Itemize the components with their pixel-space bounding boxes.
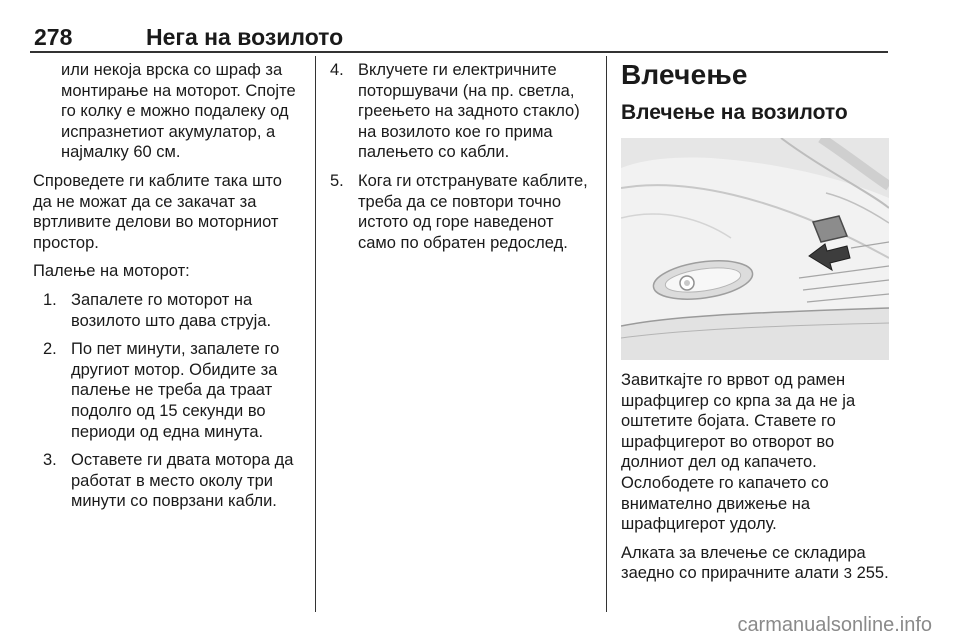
step-number: 2. xyxy=(43,340,57,359)
step-number: 1. xyxy=(43,290,57,309)
step-text: По пет минути, запалете го другиот мотор. Обидите за палење не треба да траат подолго од 15 секунди во периоди од една минута. xyxy=(71,340,280,441)
list-item xyxy=(330,171,596,253)
page-number: 278 xyxy=(34,24,73,50)
header-rule xyxy=(30,51,888,53)
section-subheading: Влечење на возилото xyxy=(621,101,848,124)
bumper-illustration-svg xyxy=(621,138,889,360)
list-item xyxy=(330,60,596,163)
column-1 xyxy=(33,60,303,520)
paragraph-continued: или некоја врска со шраф за монтирање на моторот. Спојте го колку е можно подалеку од испразнетиот акумулатор, а најмалку 60 см. xyxy=(61,61,296,162)
page-header xyxy=(30,18,888,52)
steps-list-1 xyxy=(33,290,303,512)
section-heading: Влечење xyxy=(621,59,748,90)
towing-eye-text: Алката за влечење се складира заедно со прирачните алати xyxy=(621,543,866,583)
step-text: Вклучете ги електричните поторшувачи (на пр. светла, греењето на задното стакло) на возилото кое го прима палењето со кабли. xyxy=(358,61,580,162)
step-number: 3. xyxy=(43,451,57,470)
page-reference[interactable]: 255. xyxy=(856,564,889,583)
step-text: Кога ги отстранувате каблите, треба да се повтори точно истото од горе наведенот само по обратен редослед. xyxy=(358,171,588,252)
list-item xyxy=(33,339,303,442)
step-number: 5. xyxy=(330,171,344,190)
step-text: Оставете ги двата мотора да работат в место околу три минути со поврзани кабли. xyxy=(71,451,294,511)
paragraph-screwdriver: Завиткајте го врвот од рамен шрафцигер со крпа за да не ја оштетите бојата. Ставете го шрафцигерот во отворот во долниот дел од капачето. Ослободете го капачето со внимателно движење на шрафцигерот удолу. xyxy=(621,371,856,534)
list-item xyxy=(33,450,303,512)
step-text: Запалете го моторот на возилото што дава струја. xyxy=(71,290,272,330)
paragraph-towing-eye-storage xyxy=(621,543,889,585)
column-divider-1 xyxy=(315,56,316,612)
column-2 xyxy=(330,60,596,261)
towing-eye-cover-illustration xyxy=(621,138,889,360)
watermark: carmanualsonline.info xyxy=(737,614,932,636)
paragraph-cable-routing: Спроведете ги каблите така што да не можат да се закачат за вртливите делови во моторниот простор. xyxy=(33,171,282,252)
list-item xyxy=(33,290,303,331)
page-reference-icon: 3 xyxy=(843,565,852,583)
paragraph-engine-start-label: Палење на моторот: xyxy=(33,262,190,281)
steps-list-2 xyxy=(330,60,596,253)
step-number: 4. xyxy=(330,61,344,79)
column-3 xyxy=(621,58,889,593)
column-divider-2 xyxy=(606,56,607,612)
page-title: Нега на возилото xyxy=(146,24,344,50)
